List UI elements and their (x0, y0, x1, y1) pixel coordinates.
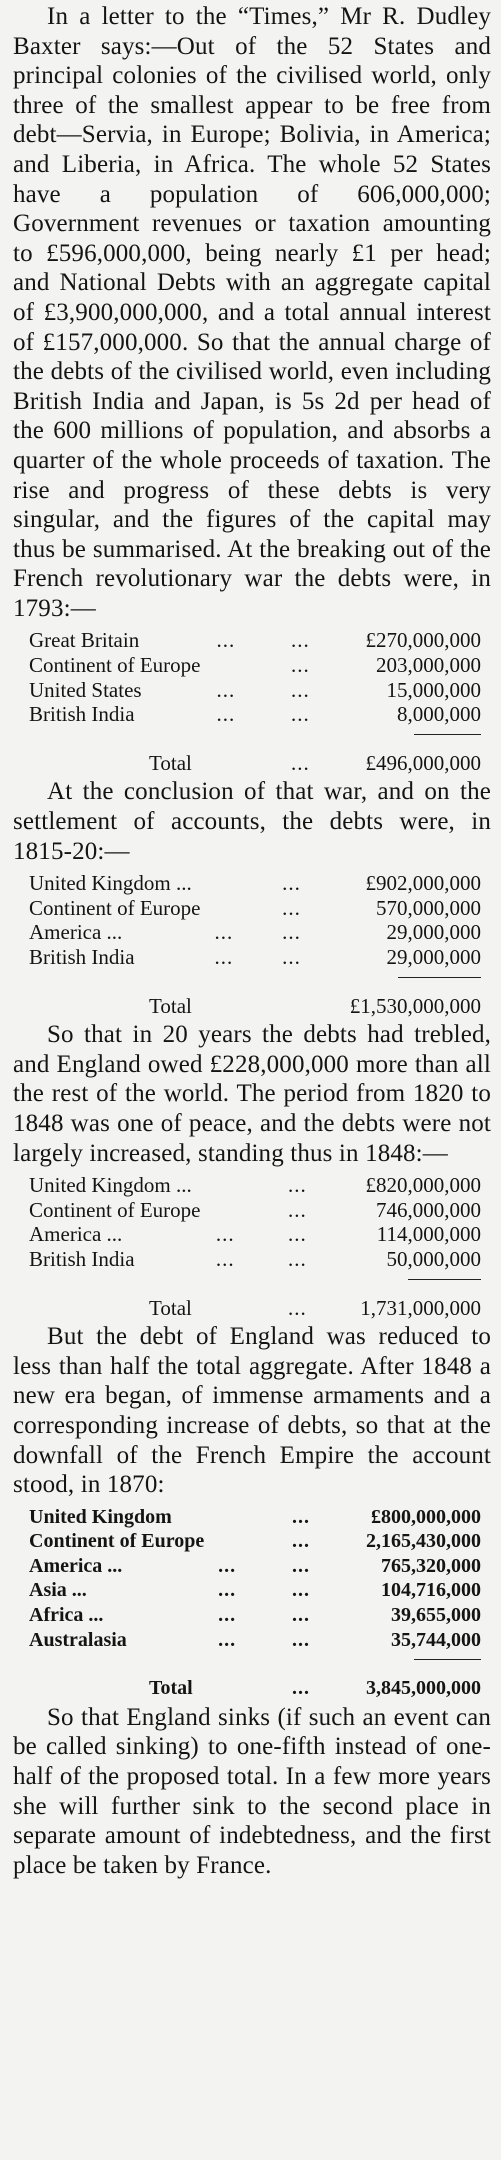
leader-dots: ... (214, 945, 234, 969)
total-row (29, 1282, 481, 1323)
leader-dots: ... (216, 677, 236, 702)
country-cell: British India (29, 945, 135, 969)
country-cell: Continent of Europe (29, 895, 201, 920)
sum-line (408, 1279, 481, 1280)
rule-spacer (29, 970, 350, 980)
leader-dots: ... (282, 945, 301, 969)
table-row (29, 678, 481, 703)
total-rule (29, 727, 481, 737)
table-row (29, 1247, 481, 1272)
leader-dots: ... (290, 653, 310, 678)
total-row (29, 980, 481, 1021)
total-amount: 3,845,000,000 (366, 1677, 481, 1700)
table-row (29, 1222, 481, 1247)
leader-dots: ... (292, 1677, 311, 1700)
rule-spacer (29, 727, 366, 737)
amount-cell: 114,000,000 (376, 1222, 481, 1247)
total-label: Total (149, 1295, 192, 1320)
total-rule (29, 970, 481, 980)
table-row (29, 1628, 481, 1653)
country-cell: Australasia (29, 1628, 127, 1651)
country-cell: Asia ... (29, 1579, 87, 1602)
rule-cell (350, 970, 481, 980)
leader-dots (215, 871, 283, 896)
rule-spacer (29, 1272, 360, 1282)
table-row (29, 871, 481, 896)
amount-cell: 104,716,000 (381, 1579, 481, 1602)
rule-cell (366, 1652, 481, 1662)
leader-dots (282, 980, 350, 1021)
leader-dots: ... (292, 1530, 311, 1553)
country-cell: America ... (29, 1554, 123, 1577)
leader-dots: ... (282, 920, 301, 945)
leader-dots: ... (218, 1604, 237, 1627)
country-cell: Continent of Europe (29, 1197, 201, 1222)
leader-dots: ... (288, 1197, 307, 1222)
rule-cell (366, 727, 482, 737)
country-cell: United States (29, 677, 142, 702)
total-row (29, 737, 481, 778)
country-cell: Africa ... (29, 1604, 104, 1627)
leader-dots (216, 1198, 288, 1223)
table-row (29, 920, 481, 945)
table-row (29, 1173, 481, 1198)
leader-dots (218, 1505, 292, 1530)
leader-dots: ... (214, 920, 234, 945)
paragraph-intro: In a letter to the “Times,” Mr R. Dudley Baxter says:—Out of the 52 States and principal colonies of the civilised world, only three of the smallest appear to be free from debt—Servia, in Europe; Bolivia, in America; and Liberia, in Africa. The whole 52 States have a population of 606,000,000; Government revenues or taxation amounting to £596,000,000, being nearly £1 per head; and National Debts with an aggregate capital of £3,900,000,000, and a total annual interest of £157,000,000. So that the annual charge of the debts of the civilised world, even including British India and Japan, is 5s 2d per head of the 600 millions of population, and absorbs a quarter of the whole proceeds of taxation. The rise and progress of these debts is very singular, and the figures of the capital may thus be summarised. At the breaking out of the French revolutionary war the debts were, in 1793:— (13, 3, 491, 622)
leader-dots: ... (288, 1246, 307, 1271)
leader-dots: ... (215, 1246, 235, 1271)
country-cell: Continent of Europe (29, 1530, 205, 1553)
leader-dots: ... (218, 1554, 237, 1577)
amount-cell: £820,000,000 (365, 1173, 481, 1198)
leader-dots: ... (216, 628, 236, 653)
leader-dots: ... (292, 1554, 311, 1577)
total-amount: £496,000,000 (365, 750, 481, 775)
leader-dots: ... (292, 1604, 311, 1627)
table-row (29, 628, 481, 653)
debts-1870-table (29, 1505, 481, 1703)
country-cell: British India (29, 1246, 135, 1271)
leader-dots: ... (282, 871, 301, 896)
total-rule (29, 1652, 481, 1662)
leader-dots: ... (292, 1505, 311, 1528)
amount-cell: 765,320,000 (381, 1554, 481, 1577)
total-label: Total (149, 750, 192, 775)
leader-dots: ... (290, 628, 310, 653)
table-row (29, 1603, 481, 1628)
paragraph-1848: So that in 20 years the debts had trebled, and England owed £228,000,000 more than all the rest of the world. The period from 1820 to 1848 was one of peace, and the debts were not largely increased, standing thus in 1848:— (13, 1021, 491, 1167)
country-cell: Continent of Europe (29, 653, 201, 678)
leader-dots: ... (215, 1222, 235, 1247)
table-row (29, 1529, 481, 1554)
leader-dots: ... (216, 702, 236, 727)
paragraph-1815: At the conclusion of that war, and on the settlement of accounts, the debts were, in 1815-20:— (13, 778, 491, 865)
leader-dots: ... (290, 677, 310, 702)
country-cell: United Kingdom ... (29, 871, 192, 896)
country-cell: America ... (29, 1222, 123, 1247)
debts-1848-table (29, 1173, 481, 1322)
table-row (29, 896, 481, 921)
total-rule (29, 1272, 481, 1282)
table-row (29, 945, 481, 970)
amount-cell: 35,744,000 (391, 1628, 481, 1651)
amount-cell: £902,000,000 (365, 871, 481, 896)
leader-dots: ... (218, 1628, 237, 1651)
amount-cell: 8,000,000 (397, 702, 481, 727)
table-row (29, 653, 481, 678)
table-row (29, 702, 481, 727)
country-cell: United Kingdom ... (29, 1173, 192, 1198)
sum-line (414, 1659, 481, 1660)
leader-dots: ... (290, 750, 310, 775)
leader-dots: ... (288, 1173, 307, 1198)
leader-dots: ... (282, 895, 301, 920)
country-cell: United Kingdom (29, 1505, 172, 1528)
paragraph-conclusion: So that England sinks (if such an event can be called sinking) to one-fifth instead of one-half of the proposed total. In a few more years she will further sink to the second place in separate amount of indebtedness, and the first place be taken by France. (13, 1703, 491, 1879)
amount-cell: 29,000,000 (386, 920, 481, 945)
country-cell: British India (29, 702, 135, 727)
table-row (29, 1578, 481, 1603)
amount-cell: 746,000,000 (376, 1197, 481, 1222)
country-cell: America ... (29, 920, 123, 945)
amount-cell: 39,655,000 (391, 1604, 481, 1627)
leader-dots: ... (288, 1222, 307, 1247)
amount-cell: 570,000,000 (376, 895, 481, 920)
debts-1815-table (29, 871, 481, 1020)
leader-dots: ... (288, 1295, 307, 1320)
country-cell: Great Britain (29, 628, 140, 653)
amount-cell: 2,165,430,000 (366, 1530, 481, 1553)
table-row (29, 1505, 481, 1530)
leader-dots: ... (218, 1579, 237, 1602)
amount-cell: 203,000,000 (376, 653, 481, 678)
table-row (29, 1198, 481, 1223)
total-label: Total (149, 993, 192, 1018)
rule-cell (360, 1272, 481, 1282)
table-row (29, 1554, 481, 1579)
amount-cell: 29,000,000 (386, 945, 481, 969)
sum-line (398, 977, 481, 978)
debts-1793-table (29, 628, 481, 777)
total-label: Total (149, 1677, 193, 1700)
paragraph-1870: But the debt of England was reduced to less than half the total aggregate. After 1848 a new era began, of immense armaments and a corresponding increase of debts, so that at the downfall of the French Empire the account stood, in 1870: (13, 1323, 491, 1499)
total-amount: 1,731,000,000 (360, 1295, 481, 1320)
leader-dots: ... (290, 702, 310, 727)
leader-dots (215, 896, 283, 921)
amount-cell: £270,000,000 (365, 628, 481, 653)
leader-dots: ... (292, 1628, 311, 1651)
leader-dots (216, 653, 291, 678)
amount-cell: 15,000,000 (386, 677, 481, 702)
leader-dots: ... (292, 1579, 311, 1602)
rule-spacer (29, 1652, 366, 1662)
leader-dots (218, 1529, 292, 1554)
amount-cell: £800,000,000 (371, 1505, 481, 1528)
total-amount: £1,530,000,000 (349, 993, 481, 1018)
amount-cell: 50,000,000 (386, 1246, 481, 1271)
total-row (29, 1662, 481, 1703)
sum-line (414, 734, 482, 735)
leader-dots (216, 1173, 288, 1198)
